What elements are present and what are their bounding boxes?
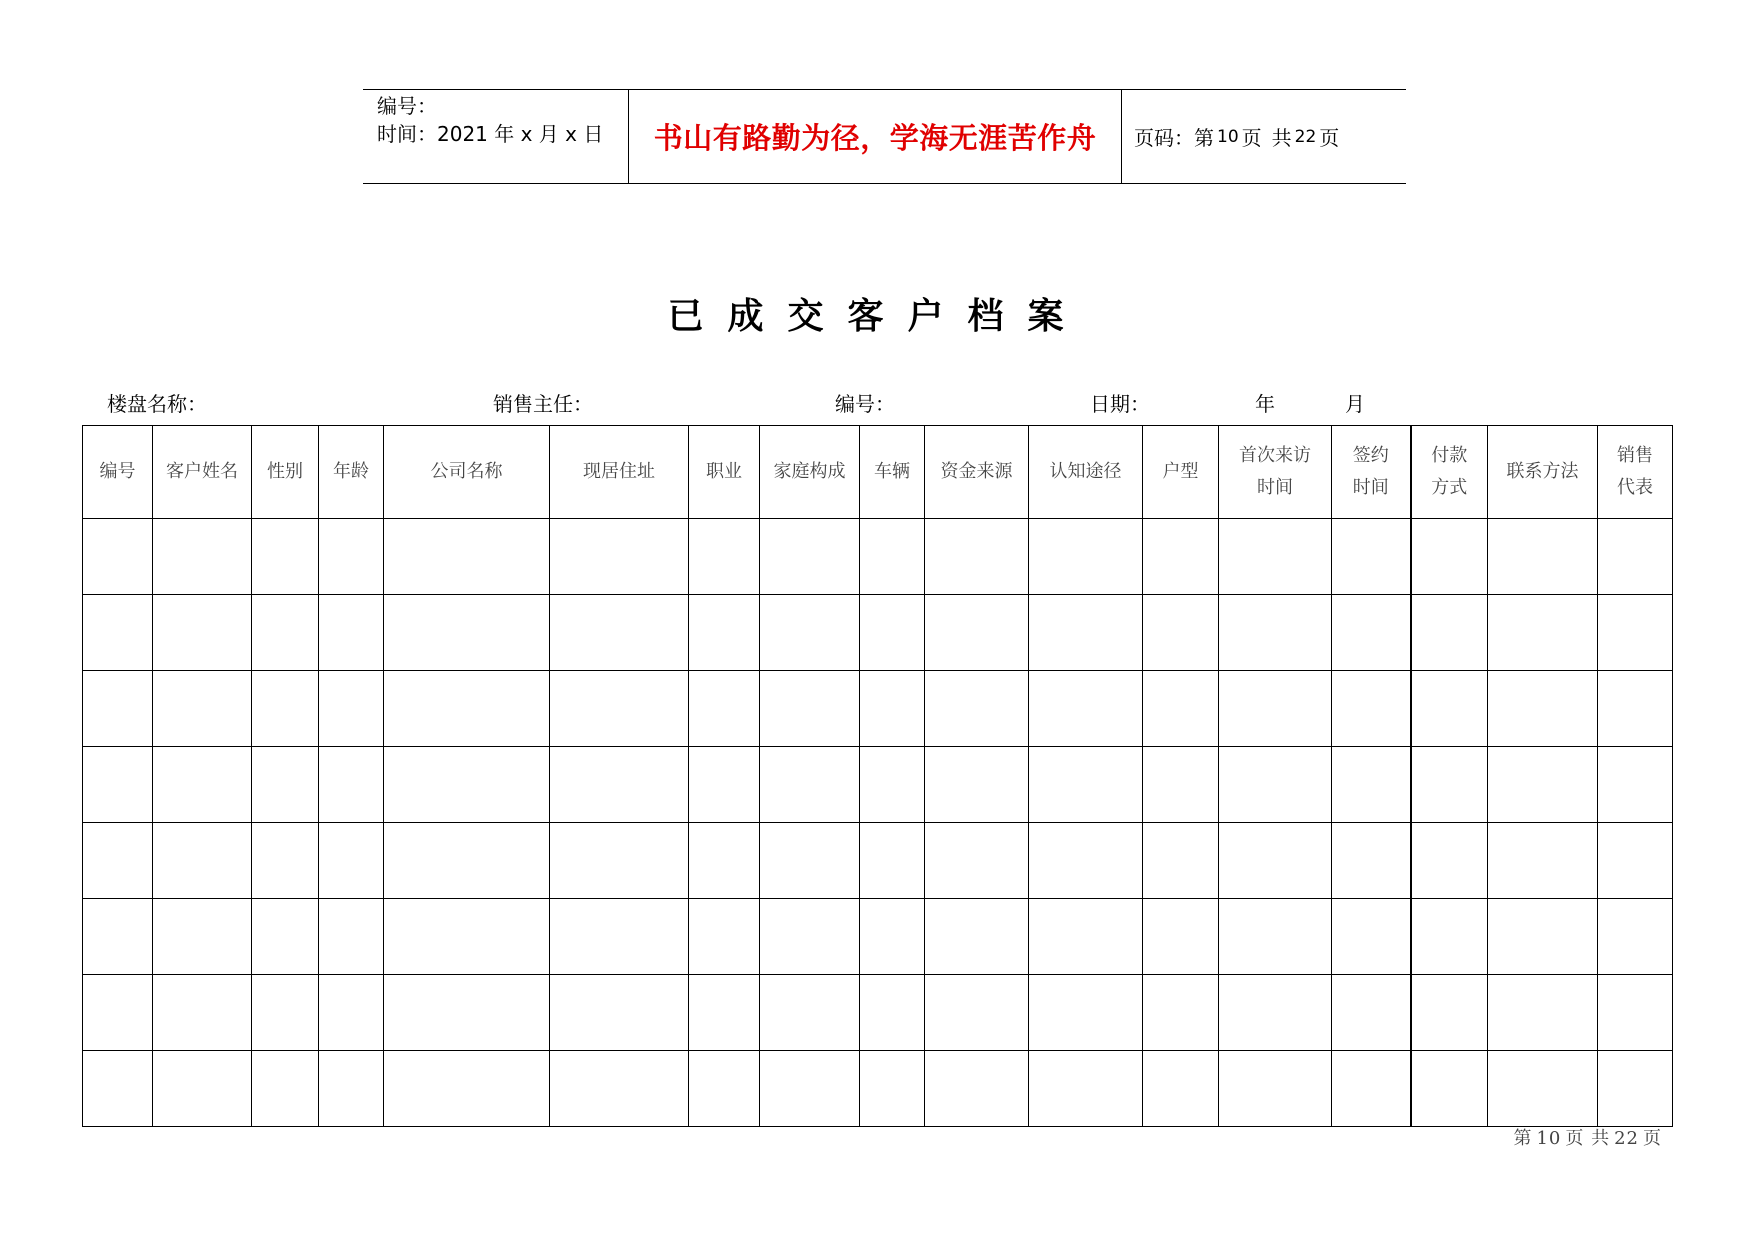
table-cell[interactable] [1488, 823, 1598, 899]
table-row [83, 975, 1673, 1051]
table-cell[interactable] [860, 823, 925, 899]
table-row [83, 823, 1673, 899]
page-mid: 页 [1241, 126, 1262, 150]
column-header-line1: 销售 [1617, 445, 1653, 466]
table-cell[interactable] [83, 1051, 153, 1127]
table-cell[interactable] [689, 519, 760, 595]
table-cell[interactable] [550, 519, 689, 595]
column-header-line1: 性别 [267, 461, 303, 482]
sales-manager-label: 销售主任： [493, 392, 593, 416]
total-prefix: 共 [1271, 126, 1292, 150]
table-cell[interactable] [319, 519, 384, 595]
table-cell[interactable] [860, 671, 925, 747]
table-cell[interactable] [153, 975, 252, 1051]
column-header-line2: 代表 [1617, 477, 1653, 498]
table-cell[interactable] [1332, 671, 1411, 747]
column-header [1332, 426, 1411, 519]
table-cell[interactable] [925, 899, 1029, 975]
table-body [83, 519, 1673, 1127]
table-cell[interactable] [925, 975, 1029, 1051]
footer-suffix: 页 [1643, 1128, 1662, 1149]
table-cell[interactable] [384, 975, 550, 1051]
table-cell[interactable] [319, 975, 384, 1051]
table-cell[interactable] [1332, 975, 1411, 1051]
table-cell[interactable] [83, 671, 153, 747]
table-cell[interactable] [1332, 1051, 1411, 1127]
table-cell[interactable] [689, 899, 760, 975]
table-cell[interactable] [1411, 823, 1488, 899]
table-cell[interactable] [550, 671, 689, 747]
table-cell[interactable] [1219, 975, 1332, 1051]
table-cell[interactable] [83, 595, 153, 671]
table-cell[interactable] [860, 595, 925, 671]
table-cell[interactable] [252, 899, 319, 975]
column-header [1411, 426, 1488, 519]
table-cell[interactable] [153, 671, 252, 747]
table-cell[interactable] [550, 1051, 689, 1127]
table-cell[interactable] [925, 671, 1029, 747]
table-cell[interactable] [925, 1051, 1029, 1127]
table-cell[interactable] [153, 595, 252, 671]
table-cell[interactable] [83, 823, 153, 899]
month-label: 月 [1345, 392, 1365, 416]
table-cell[interactable] [83, 975, 153, 1051]
table-cell[interactable] [1488, 671, 1598, 747]
table-cell[interactable] [252, 823, 319, 899]
column-header [1029, 426, 1143, 519]
table-cell[interactable] [252, 1051, 319, 1127]
table-cell[interactable] [319, 671, 384, 747]
column-header-line1: 年龄 [333, 461, 369, 482]
table-cell[interactable] [760, 747, 860, 823]
table-cell[interactable] [1411, 595, 1488, 671]
table-cell[interactable] [1598, 975, 1673, 1051]
column-header-line1: 户型 [1162, 461, 1199, 482]
table-cell[interactable] [1488, 519, 1598, 595]
table-row [83, 1051, 1673, 1127]
table-cell[interactable] [1219, 671, 1332, 747]
column-header-line1: 资金来源 [940, 461, 1013, 482]
table-cell[interactable] [1143, 975, 1219, 1051]
time-label: 时间：2021 年 x 月 x 日 [377, 122, 604, 146]
project-name-label: 楼盘名称： [107, 392, 207, 416]
column-header-line1: 认知途径 [1049, 461, 1122, 482]
table-cell[interactable] [384, 519, 550, 595]
table-cell[interactable] [1411, 747, 1488, 823]
column-header [153, 426, 252, 519]
footer-page-number: 10 [1536, 1128, 1562, 1149]
column-header-line1: 家庭构成 [773, 461, 846, 482]
column-header [1488, 426, 1598, 519]
table-cell[interactable] [1143, 519, 1219, 595]
table-cell[interactable] [384, 595, 550, 671]
table-cell[interactable] [1598, 595, 1673, 671]
table-cell[interactable] [1598, 823, 1673, 899]
table-cell[interactable] [1143, 595, 1219, 671]
table-cell[interactable] [925, 823, 1029, 899]
table-cell[interactable] [384, 899, 550, 975]
table-cell[interactable] [1219, 747, 1332, 823]
table-cell[interactable] [1488, 1051, 1598, 1127]
table-cell[interactable] [1029, 747, 1143, 823]
column-header-line1: 职业 [706, 461, 742, 482]
table-cell[interactable] [1332, 519, 1411, 595]
table-cell[interactable] [860, 747, 925, 823]
total-suffix: 页 [1319, 126, 1340, 150]
page-prefix: 页码：第 [1134, 126, 1214, 150]
column-header [925, 426, 1029, 519]
column-header [1219, 426, 1332, 519]
table-cell[interactable] [760, 519, 860, 595]
table-cell[interactable] [1219, 595, 1332, 671]
table-cell[interactable] [1029, 671, 1143, 747]
column-header-line1: 联系方法 [1506, 461, 1579, 482]
table-cell[interactable] [153, 519, 252, 595]
column-header-line1: 签约 [1352, 445, 1389, 466]
table-cell[interactable] [1219, 899, 1332, 975]
table-cell[interactable] [252, 975, 319, 1051]
column-header-line1: 编号 [99, 461, 136, 482]
column-header-line2: 时间 [1257, 477, 1293, 498]
date-label: 日期： [1090, 392, 1150, 416]
table-cell[interactable] [1411, 519, 1488, 595]
column-header-line1: 现居住址 [583, 461, 655, 482]
table-cell[interactable] [1219, 519, 1332, 595]
table-cell[interactable] [1598, 1051, 1673, 1127]
table-cell[interactable] [1411, 1051, 1488, 1127]
table-cell[interactable] [689, 671, 760, 747]
table-cell[interactable] [1332, 899, 1411, 975]
page-number: 10 [1217, 126, 1239, 147]
table-row [83, 595, 1673, 671]
table-row [83, 519, 1673, 595]
table-cell[interactable] [1029, 975, 1143, 1051]
table-cell[interactable] [1143, 899, 1219, 975]
serial-label: 编号： [377, 94, 437, 118]
table-cell[interactable] [1143, 747, 1219, 823]
table-cell[interactable] [925, 519, 1029, 595]
table-cell[interactable] [550, 823, 689, 899]
table-cell[interactable] [1598, 747, 1673, 823]
table-cell[interactable] [252, 595, 319, 671]
table-cell[interactable] [319, 823, 384, 899]
table-cell[interactable] [550, 595, 689, 671]
column-header [384, 426, 550, 519]
column-header [1598, 426, 1673, 519]
table-cell[interactable] [153, 899, 252, 975]
table-cell[interactable] [1219, 1051, 1332, 1127]
table-cell[interactable] [83, 899, 153, 975]
column-header [550, 426, 689, 519]
table-cell[interactable] [689, 747, 760, 823]
table-header-row [83, 426, 1673, 519]
table-cell[interactable] [83, 747, 153, 823]
page-footer [1513, 1124, 1662, 1150]
table-cell[interactable] [689, 823, 760, 899]
table-cell[interactable] [760, 595, 860, 671]
table-cell[interactable] [319, 595, 384, 671]
table-cell[interactable] [1411, 671, 1488, 747]
table-cell[interactable] [1332, 747, 1411, 823]
table-cell[interactable] [860, 1051, 925, 1127]
table-cell[interactable] [760, 671, 860, 747]
table-cell[interactable] [925, 747, 1029, 823]
table-cell[interactable] [153, 1051, 252, 1127]
table-cell[interactable] [1143, 1051, 1219, 1127]
footer-mid: 页 共 [1565, 1128, 1611, 1149]
footer-prefix: 第 [1513, 1128, 1533, 1149]
table-cell[interactable] [760, 899, 860, 975]
column-header-line1: 首次来访 [1239, 445, 1311, 466]
footer-total-pages: 22 [1614, 1128, 1639, 1149]
table-cell[interactable] [1332, 823, 1411, 899]
header-motto: 书山有路勤为径，学海无涯苦作舟 [629, 90, 1122, 183]
table-cell[interactable] [1029, 519, 1143, 595]
table-cell[interactable] [153, 823, 252, 899]
column-header-line1: 付款 [1431, 445, 1468, 466]
column-header-line1: 公司名称 [430, 461, 503, 482]
table-cell[interactable] [1598, 899, 1673, 975]
table-cell[interactable] [384, 747, 550, 823]
table-cell[interactable] [760, 823, 860, 899]
table-row [83, 747, 1673, 823]
header-page-info [1122, 90, 1406, 183]
page-title: 已成交客户档案 [667, 296, 1088, 337]
table-cell[interactable] [319, 747, 384, 823]
table-cell[interactable] [860, 519, 925, 595]
table-cell[interactable] [860, 899, 925, 975]
table-cell[interactable] [1598, 671, 1673, 747]
table-cell[interactable] [689, 975, 760, 1051]
column-header-line1: 客户姓名 [166, 461, 238, 482]
column-header-line2: 方式 [1431, 477, 1468, 498]
table-cell[interactable] [384, 823, 550, 899]
table-cell[interactable] [1488, 747, 1598, 823]
table-cell[interactable] [319, 1051, 384, 1127]
column-header [319, 426, 384, 519]
table-cell[interactable] [689, 595, 760, 671]
table-cell[interactable] [1488, 975, 1598, 1051]
table-cell[interactable] [1029, 823, 1143, 899]
column-header [860, 426, 925, 519]
table-row [83, 899, 1673, 975]
customer-records-table [82, 425, 1673, 1127]
table-cell[interactable] [1411, 899, 1488, 975]
column-header [83, 426, 153, 519]
table-cell[interactable] [1332, 595, 1411, 671]
table-cell[interactable] [1029, 1051, 1143, 1127]
table-cell[interactable] [550, 899, 689, 975]
table-cell[interactable] [689, 1051, 760, 1127]
table-cell[interactable] [319, 899, 384, 975]
table-cell[interactable] [384, 671, 550, 747]
table-cell[interactable] [252, 671, 319, 747]
table-cell[interactable] [1488, 595, 1598, 671]
table-cell[interactable] [860, 975, 925, 1051]
table-cell[interactable] [760, 1051, 860, 1127]
table-cell[interactable] [1411, 975, 1488, 1051]
table-cell[interactable] [550, 975, 689, 1051]
table-cell[interactable] [1488, 899, 1598, 975]
column-header [689, 426, 760, 519]
form-number-label: 编号： [835, 392, 895, 416]
column-header-line2: 时间 [1352, 477, 1389, 498]
table-cell[interactable] [384, 1051, 550, 1127]
table-cell[interactable] [1143, 671, 1219, 747]
table-cell[interactable] [1029, 595, 1143, 671]
table-cell[interactable] [153, 747, 252, 823]
column-header [252, 426, 319, 519]
table-cell[interactable] [760, 975, 860, 1051]
year-label: 年 [1255, 392, 1275, 416]
table-cell[interactable] [252, 747, 319, 823]
table-cell[interactable] [1143, 823, 1219, 899]
table-cell[interactable] [1219, 823, 1332, 899]
total-pages: 22 [1294, 126, 1317, 147]
column-header [1143, 426, 1219, 519]
table-cell[interactable] [925, 595, 1029, 671]
column-header [760, 426, 860, 519]
table-cell[interactable] [252, 519, 319, 595]
header-info [363, 90, 629, 183]
table-cell[interactable] [550, 747, 689, 823]
table-cell[interactable] [83, 519, 153, 595]
table-cell[interactable] [1029, 899, 1143, 975]
document-header [363, 89, 1406, 184]
table-row [83, 671, 1673, 747]
column-header-line1: 车辆 [874, 461, 910, 482]
table-cell[interactable] [1598, 519, 1673, 595]
